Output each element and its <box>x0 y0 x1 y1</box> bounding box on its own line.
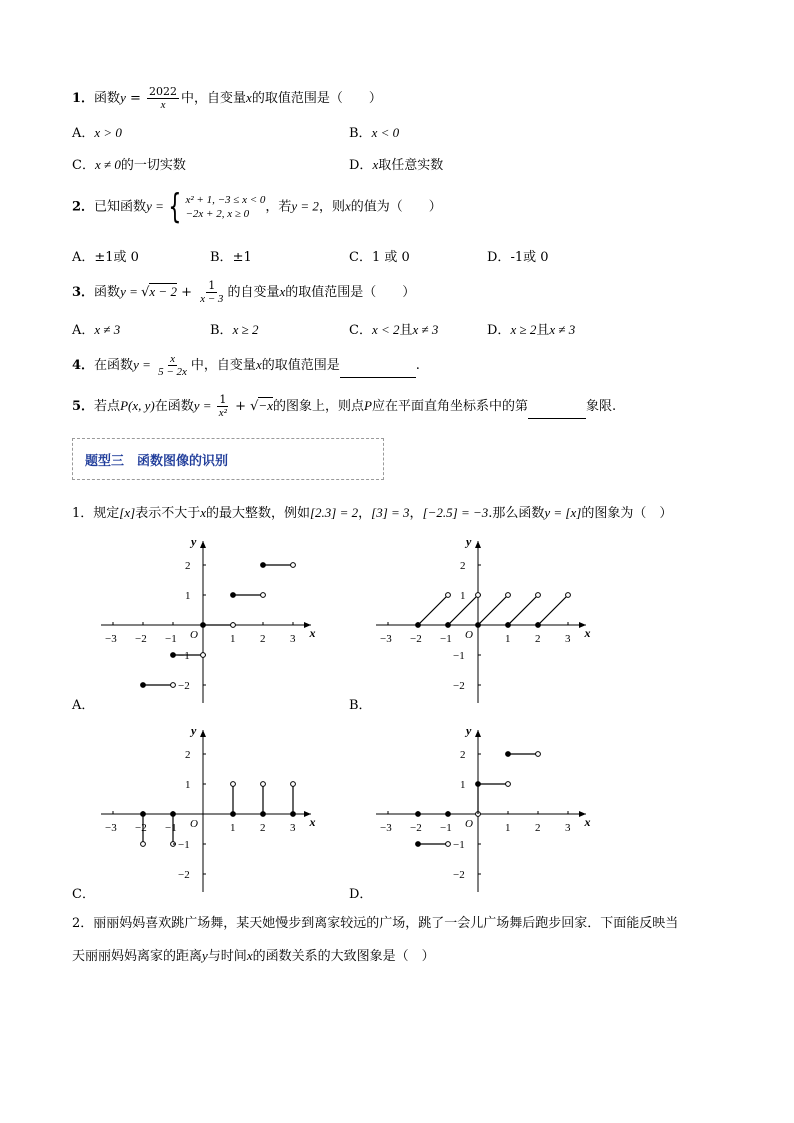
section-header-box <box>72 438 384 480</box>
open-point <box>201 653 206 658</box>
q1-option-c[interactable]: C．x ≠ 0的一切实数 <box>72 157 186 173</box>
question-3: 3．函数y = √x − 2 + $\frac{1}{x - 3}$ 的自变量x的取值范围是（ ） <box>72 279 416 305</box>
closed-point <box>536 623 541 628</box>
open-point <box>171 683 176 688</box>
q3-option-d[interactable]: D．x ≥ 2且x ≠ 3 <box>487 322 576 338</box>
closed-point <box>416 842 421 847</box>
x-axis-label: x <box>584 626 591 640</box>
graph-segment <box>418 595 448 625</box>
x-tick-label: 2 <box>535 633 541 645</box>
graph-a[interactable] <box>95 535 335 710</box>
closed-point <box>171 653 176 658</box>
origin-label: O <box>465 629 473 641</box>
x-tick-label: −2 <box>135 822 147 834</box>
q1-option-d[interactable]: D．x取任意实数 <box>349 157 444 173</box>
section-title: 题型三 函数图像的识别 <box>85 454 229 469</box>
y-tick-label: −1 <box>453 839 465 851</box>
graph-segment <box>478 595 508 625</box>
sqrt-sign: √ <box>250 399 259 414</box>
graph-b[interactable] <box>370 535 610 710</box>
x-axis-label: x <box>309 626 316 640</box>
answer-blank[interactable] <box>340 363 416 378</box>
y-tick-label: −1 <box>178 650 190 662</box>
open-point <box>506 782 511 787</box>
y-tick-label: 1 <box>460 590 466 602</box>
x-tick-label: −1 <box>165 633 177 645</box>
open-point <box>476 593 481 598</box>
y-axis-arrow <box>200 541 206 548</box>
open-point <box>446 593 451 598</box>
question-4: 4．在函数y = $\frac{x}{5 - 2x}$ 中，自变量x的取值范围是 . <box>72 353 420 378</box>
y-axis-arrow <box>475 730 481 737</box>
x-tick-label: −1 <box>440 822 452 834</box>
x-tick-label: 3 <box>290 633 296 645</box>
q2-option-b[interactable]: B．±1 <box>210 250 252 265</box>
x-tick-label: 2 <box>260 633 266 645</box>
q1-option-a[interactable]: A．x > 0 <box>72 125 122 141</box>
x-tick-label: −1 <box>165 822 177 834</box>
open-point <box>536 593 541 598</box>
y-tick-label: 1 <box>185 779 191 791</box>
open-point <box>536 752 541 757</box>
graph-segment <box>538 595 568 625</box>
x-tick-label: −3 <box>380 633 392 645</box>
x-tick-label: 3 <box>565 822 571 834</box>
closed-point <box>261 563 266 568</box>
answer-blank[interactable] <box>528 404 586 419</box>
x-tick-label: 2 <box>260 822 266 834</box>
question-1: 1．函数y = $\frac{2022}{x}$ 中，自变量x的取值范围是（ ） <box>72 85 382 111</box>
y-tick-label: −2 <box>178 869 190 881</box>
closed-point <box>506 623 511 628</box>
closed-point <box>231 812 236 817</box>
open-point <box>261 782 266 787</box>
y-tick-label: 1 <box>185 590 191 602</box>
x-tick-label: −1 <box>440 633 452 645</box>
origin-label: O <box>190 818 198 830</box>
y-tick-label: 2 <box>185 560 191 572</box>
x-tick-label: −2 <box>135 633 147 645</box>
x-axis-label: x <box>309 815 316 829</box>
y-tick-label: 2 <box>185 749 191 761</box>
q1-option-b[interactable]: B．x < 0 <box>349 125 400 141</box>
open-point <box>566 593 571 598</box>
open-point <box>231 782 236 787</box>
q3-option-b[interactable]: B．x ≥ 2 <box>210 322 259 338</box>
closed-point <box>416 812 421 817</box>
y-tick-label: 2 <box>460 560 466 572</box>
sqrt-sign: √ <box>141 285 150 300</box>
q2-option-a[interactable]: A．±1或 0 <box>72 250 139 265</box>
closed-point <box>261 812 266 817</box>
y-tick-label: −2 <box>178 680 190 692</box>
q2-option-c[interactable]: C．1 或 0 <box>349 250 410 265</box>
question-2: 2．已知函数y = { x² + 1, −3 ≤ x < 0 −2x + 2, x ≥ 0 ，若y = 2，则x的值为（ ） <box>72 187 442 227</box>
q3-option-c[interactable]: C．x < 2且x ≠ 3 <box>349 322 439 338</box>
x-tick-label: 1 <box>230 633 236 645</box>
x-tick-label: 3 <box>565 633 571 645</box>
x-tick-label: 2 <box>535 822 541 834</box>
y-axis-label: y <box>191 724 197 738</box>
closed-point <box>291 812 296 817</box>
fraction: $\frac{x}{5 - 2x}$ <box>158 353 187 378</box>
open-point <box>291 782 296 787</box>
origin-label: O <box>190 629 198 641</box>
fraction: $\frac{1}{\text{x²}}$ <box>218 393 227 419</box>
section-question-2-line1: 2．丽丽妈妈喜欢跳广场舞，某天她慢步到离家较远的广场，跳了一会儿广场舞后跑步回家．下面能反映当 <box>72 916 679 931</box>
x-tick-label: 1 <box>230 822 236 834</box>
origin-label: O <box>465 818 473 830</box>
y-axis-label: y <box>466 724 472 738</box>
graph-c-label[interactable]: C． <box>72 887 95 902</box>
x-tick-label: 3 <box>290 822 296 834</box>
y-tick-label: −1 <box>178 839 190 851</box>
question-5: 5．若点P(x, y)在函数y = $\frac{1}{\text{x²}}$ + √−x的图象上，则点P应在平面直角坐标系中的第 象限. <box>72 393 617 419</box>
section-question-2-line2: 天丽丽妈妈离家的距离y与时间x的函数关系的大致图象是（ ） <box>72 948 435 964</box>
closed-point <box>231 593 236 598</box>
y-axis-arrow <box>475 541 481 548</box>
y-tick-label: −2 <box>453 869 465 881</box>
graph-d[interactable] <box>370 724 610 899</box>
x-tick-label: −2 <box>410 633 422 645</box>
y-axis-arrow <box>200 730 206 737</box>
open-point <box>231 623 236 628</box>
open-point <box>291 563 296 568</box>
closed-point <box>201 623 206 628</box>
x-tick-label: 1 <box>505 633 511 645</box>
fraction: $\frac{1}{x - 3}$ <box>200 279 224 305</box>
x-axis-label: x <box>584 815 591 829</box>
open-point <box>141 842 146 847</box>
closed-point <box>416 623 421 628</box>
y-tick-label: −2 <box>453 680 465 692</box>
q2-option-d[interactable]: D．-1或 0 <box>487 250 549 265</box>
piecewise-function: { x² + 1, −3 ≤ x < 0 −2x + 2, x ≥ 0 <box>168 187 266 227</box>
open-point <box>446 842 451 847</box>
x-tick-label: −3 <box>105 822 117 834</box>
section-question-1: 1．规定[x]表示不大于x的最大整数，例如[2.3] = 2，[3] = 3，[−2.5] = −3.那么函数y = [x]的图象为（ ） <box>72 505 673 521</box>
x-tick-label: −3 <box>380 822 392 834</box>
q3-option-a[interactable]: A．x ≠ 3 <box>72 322 121 338</box>
y-tick-label: −1 <box>453 650 465 662</box>
open-point <box>506 593 511 598</box>
graph-segment <box>508 595 538 625</box>
y-tick-label: 2 <box>460 749 466 761</box>
fraction: $\frac{2022}{x}$ <box>149 85 178 111</box>
closed-point <box>476 623 481 628</box>
closed-point <box>141 683 146 688</box>
graph-d-label[interactable]: D． <box>349 887 373 902</box>
graph-b-label[interactable]: B． <box>349 698 372 713</box>
y-axis-label: y <box>466 535 472 549</box>
closed-point <box>446 623 451 628</box>
x-tick-label: −3 <box>105 633 117 645</box>
x-tick-label: −2 <box>410 822 422 834</box>
x-tick-label: 1 <box>505 822 511 834</box>
closed-point <box>506 752 511 757</box>
closed-point <box>171 812 176 817</box>
closed-point <box>141 812 146 817</box>
graph-c[interactable] <box>95 724 335 899</box>
graph-a-label[interactable]: A． <box>72 698 95 713</box>
y-axis-label: y <box>191 535 197 549</box>
open-point <box>261 593 266 598</box>
y-tick-label: 1 <box>460 779 466 791</box>
closed-point <box>446 812 451 817</box>
